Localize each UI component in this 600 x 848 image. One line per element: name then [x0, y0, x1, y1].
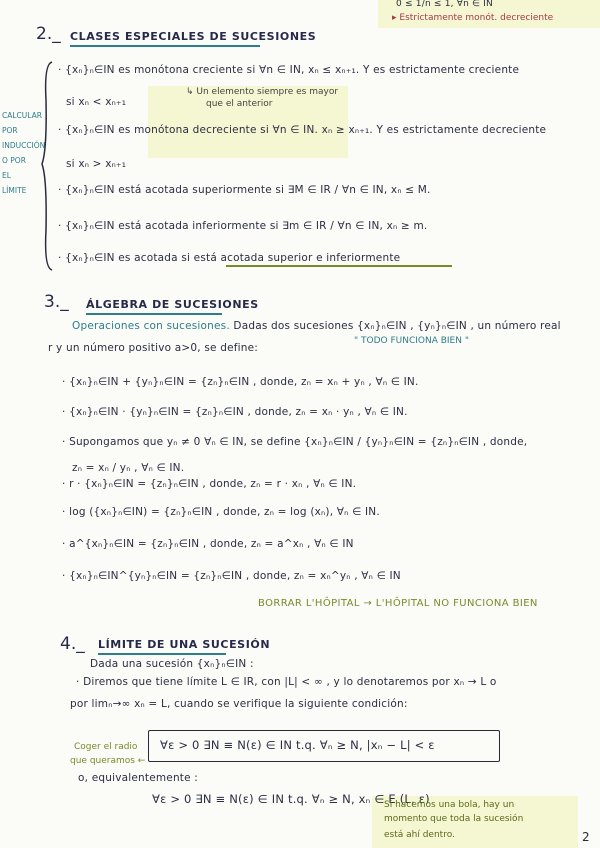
operation-log: · log ({xₙ}ₙ∈IN) = {zₙ}ₙ∈IN , donde, zₙ = log (xₙ), ∀ₙ ∈ IN. [62, 506, 380, 518]
limit-definition: ∀ε > 0 ∃N ≡ N(ε) ∈ IN t.q. ∀ₙ ≥ N, |xₙ − L| < ε [160, 738, 435, 752]
coger-radio-note1: Coger el radio [74, 742, 138, 752]
section3-title: ÁLGEBRA DE SUCESIONES [86, 298, 259, 311]
side-note-line: INDUCCIÓN [2, 141, 46, 150]
monotona-decreciente-line1: · {xₙ}ₙ∈IN es monótona decreciente si ∀n ∈ IN. xₙ ≥ xₙ₊₁. Y es estrictamente decreciente [58, 124, 547, 136]
section3-number: 3._ [44, 292, 69, 312]
section3-intro-line2: r y un número positivo a>0, se define: [48, 342, 259, 354]
section3-intro-line1 [72, 320, 561, 332]
side-note-line: LÍMITE [2, 186, 27, 195]
todo-funciona-bien-note: " TODO FUNCIONA BIEN " [354, 336, 469, 346]
sticky-note-bottom-line3: está ahí dentro. [384, 830, 455, 840]
section4-line2: · Diremos que tiene límite L ∈ IR, con |L| < ∞ , y lo denotaremos por xₙ → L o [76, 676, 497, 688]
coger-radio-note2: que queramos ← [70, 756, 146, 766]
section4-underline [98, 653, 226, 655]
monotona-creciente-note2: que el anterior [206, 99, 273, 109]
side-note-line: POR [2, 126, 18, 135]
page-number: 2 [582, 830, 590, 844]
intro-rest: Dadas dos sucesiones {xₙ}ₙ∈IN , {yₙ}ₙ∈IN , un número real [233, 320, 561, 332]
top-right-note-line1: 0 ≤ 1/n ≤ 1, ∀n ∈ IN [396, 0, 493, 9]
acotada-underline [226, 265, 452, 267]
operation-quotient: · Supongamos que yₙ ≠ 0 ∀ₙ ∈ IN, se define {xₙ}ₙ∈IN / {yₙ}ₙ∈IN = {zₙ}ₙ∈IN , donde, [62, 436, 528, 448]
acotada-superiormente: · {xₙ}ₙ∈IN está acotada superiormente si ∃M ∈ IR / ∀n ∈ IN, xₙ ≤ M. [58, 184, 431, 196]
sticky-note-bottom-line2: momento que toda la sucesión [384, 814, 524, 824]
operation-sum: · {xₙ}ₙ∈IN + {yₙ}ₙ∈IN = {zₙ}ₙ∈IN , donde, zₙ = xₙ + yₙ , ∀ₙ ∈ IN. [62, 376, 419, 388]
section3-underline [86, 313, 222, 315]
section4-line1: Dada una sucesión {xₙ}ₙ∈IN : [90, 658, 254, 670]
section2-side-note [2, 108, 46, 198]
side-note-line: CALCULAR [2, 111, 42, 120]
lhopital-note: BORRAR L'HÔPITAL → L'HÔPITAL NO FUNCIONA BIEN [258, 598, 538, 609]
limit-definition-ball: ∀ε > 0 ∃N ≡ N(ε) ∈ IN t.q. ∀ₙ ≥ N, xₙ ∈ E (L, ε) [152, 792, 430, 806]
monotona-creciente-line1: · {xₙ}ₙ∈IN es monótona creciente si ∀n ∈ IN, xₙ ≤ xₙ₊₁. Y es estrictamente creciente [58, 64, 520, 76]
section2-brace [40, 60, 54, 272]
section4-line3: por limₙ→∞ xₙ = L, cuando se verifique la siguiente condición: [70, 698, 408, 710]
acotada-inferiormente: · {xₙ}ₙ∈IN está acotada inferiormente si ∃m ∈ IR / ∀n ∈ IN, xₙ ≥ m. [58, 220, 428, 232]
sticky-note-bottom-line1: Si hacemos una bola, hay un [384, 800, 515, 810]
operation-exponential: · a^{xₙ}ₙ∈IN = {zₙ}ₙ∈IN , donde, zₙ = a^xₙ , ∀ₙ ∈ IN [62, 538, 354, 550]
side-note-line: O POR [2, 156, 26, 165]
section4-title: LÍMITE DE UNA SUCESIÓN [98, 638, 271, 651]
operation-product: · {xₙ}ₙ∈IN · {yₙ}ₙ∈IN = {zₙ}ₙ∈IN , donde, zₙ = xₙ · yₙ , ∀ₙ ∈ IN. [62, 406, 408, 418]
section2-title: CLASES ESPECIALES DE SUCESIONES [70, 30, 317, 43]
equivalentemente-label: o, equivalentemente : [78, 772, 199, 784]
top-right-note-line2: ▸ Estrictamente monót. decreciente [392, 13, 554, 23]
section4-number: 4._ [60, 634, 85, 654]
acotada: · {xₙ}ₙ∈IN es acotada si está acotada superior e inferiormente [58, 252, 401, 264]
section2-number: 2._ [36, 24, 61, 44]
section2-underline [70, 45, 260, 47]
operaciones-label: Operaciones con sucesiones. [72, 320, 230, 332]
operation-scalar: · r · {xₙ}ₙ∈IN = {zₙ}ₙ∈IN , donde, zₙ = r · xₙ , ∀ₙ ∈ IN. [62, 478, 357, 490]
operation-power: · {xₙ}ₙ∈IN^{yₙ}ₙ∈IN = {zₙ}ₙ∈IN , donde, zₙ = xₙ^yₙ , ∀ₙ ∈ IN [62, 570, 401, 582]
monotona-creciente-line2: si xₙ < xₙ₊₁ [66, 96, 127, 108]
monotona-decreciente-line2: si xₙ > xₙ₊₁ [66, 158, 127, 170]
monotona-creciente-note1: ↳ Un elemento siempre es mayor [186, 87, 339, 97]
operation-quotient-def: zₙ = xₙ / yₙ , ∀ₙ ∈ IN. [72, 462, 185, 474]
side-note-line: EL [2, 171, 11, 180]
